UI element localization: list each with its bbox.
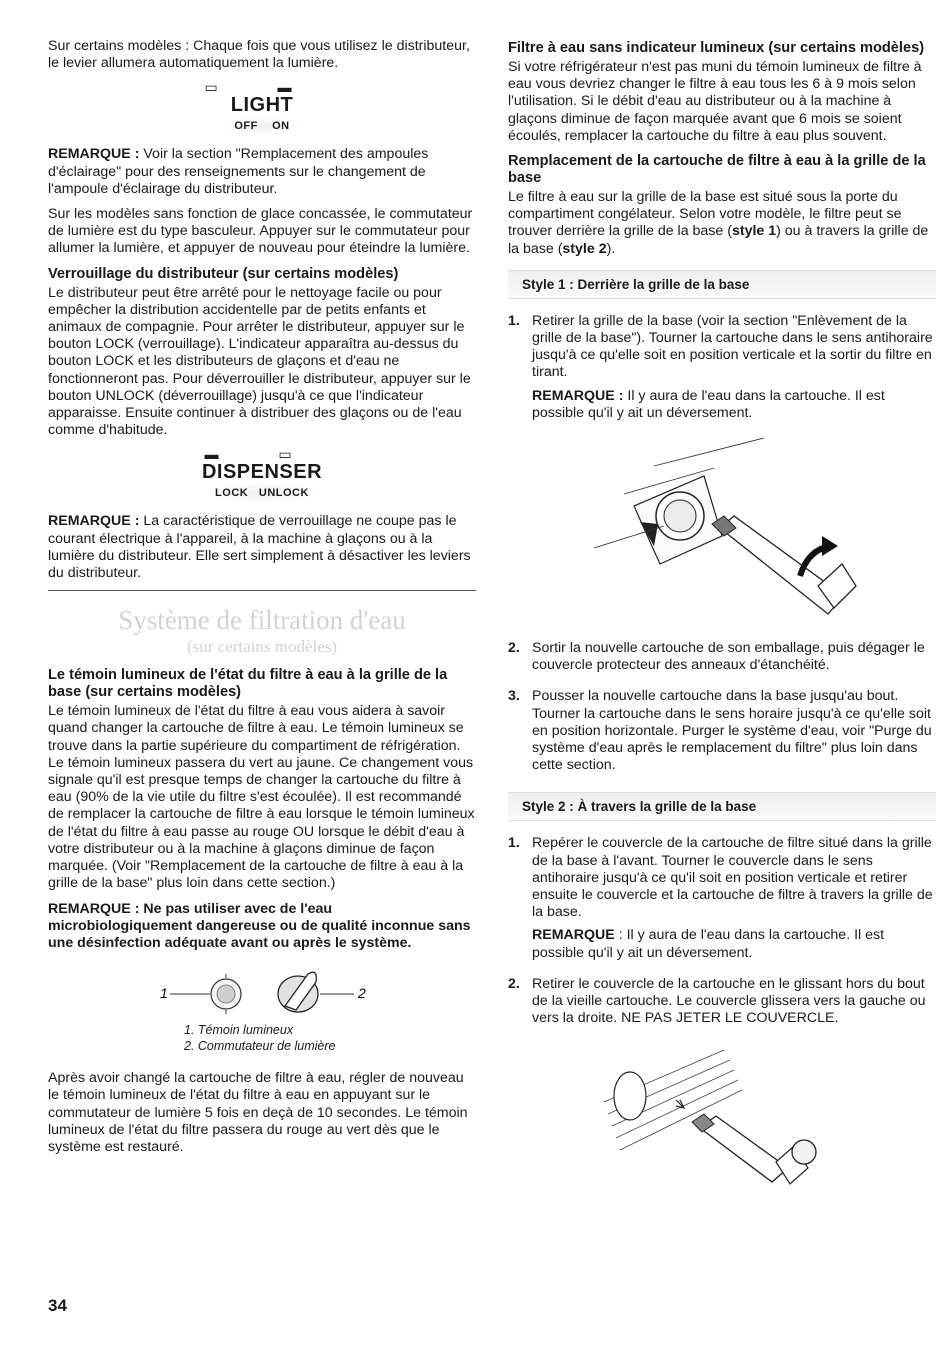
- lock-heading: Verrouillage du distributeur (sur certains modèles): [48, 265, 399, 282]
- style1-title: Style 1 : Derrière la grille de la base: [508, 270, 936, 299]
- note-1: REMARQUE : Voir la section "Remplacement des ampoules d'éclairage" pour des renseignements sur le changement de l'ampoule d'éclairage du distributeur.: [48, 146, 429, 197]
- style1-note: REMARQUE : Il y aura de l'eau dans la cartouche. Il est possible qu'il y ait un déversement.: [532, 387, 885, 421]
- light-switch: [222, 116, 301, 136]
- no-indicator-heading: Filtre à eau sans indicateur lumineux (sur certains modèles): [508, 40, 925, 56]
- replace-heading: Remplacement de la cartouche de filtre à eau à la grille de la base: [508, 153, 926, 187]
- style2-illustration: [594, 1042, 936, 1192]
- style1-step-3: 3. Pousser la nouvelle cartouche dans la base jusqu'au bout. Tourner la cartouche dans le sens horaire jusqu'à ce qu'elle soit en position horizontale. Purger le système d'eau, voir "Purge du système d'eau après le remplacement du filtre" plus loin dans cette section.: [508, 688, 932, 774]
- style1-illustration: [594, 436, 936, 632]
- style2-step-2: 2. Retirer le couvercle de la cartouche en le glissant hors du bout de la vieille cartouche. Le couvercle glissera vers la gauche ou vers la droite. NE PAS JETER LE COUVERCLE.: [508, 975, 926, 1027]
- rocker-switch-text: Sur les modèles sans fonction de glace concassée, le commutateur de lumière est du type basculeur. Appuyer sur le commutateur pour allumer la lumière, et appuyer de nouveau pour éteindre la lumière.: [48, 206, 473, 257]
- intro-text: Sur certains modèles : Chaque fois que vous utilisez le distributeur, le levier allumera automatiquement la lumière.: [48, 38, 470, 72]
- filter-cartridge-icon: [692, 1114, 788, 1182]
- right-column: [508, 38, 936, 1192]
- legend-item-2: 2. Commutateur de lumière: [184, 1039, 336, 1054]
- dispenser-title: DISPENSER: [201, 461, 323, 484]
- fig-label-2: 2: [358, 985, 366, 1002]
- indicator-heading: Le témoin lumineux de l'état du filtre à eau à la grille de la base (sur certains modèles): [48, 667, 448, 701]
- style1-step-2: 2. Sortir la nouvelle cartouche de son emballage, puis dégager le couvercle protecteur des anneaux d'étanchéité.: [508, 640, 925, 674]
- style2-title: Style 2 : À travers la grille de la base: [508, 792, 936, 821]
- light-on-label: ON: [272, 120, 290, 133]
- no-indicator-text: Si votre réfrigérateur n'est pas muni du témoin lumineux de filtre à eau vous devriez changer le filtre à eau tous les 6 à 9 mois selon l'utilisation. Si le débit d'eau au distributeur ou à la machine à glaçons diminue de façon marquée avant que 6 mois se soient écoulés, remplacer la cartouche du filtre à eau plus souvent.: [508, 59, 922, 144]
- fig-label-1: 1: [160, 985, 168, 1002]
- replace-text: Le filtre à eau sur la grille de la base est situé sous la porte du compartiment congélateur. Selon votre modèle, le filtre peut se trouver derrière la grille de la base (style 1) ou à travers la grille de la base (style 2).: [508, 189, 929, 257]
- legend-item-1: 1. Témoin lumineux: [184, 1023, 294, 1038]
- light-switch-icon: [278, 972, 318, 1012]
- light-off-label: OFF: [234, 120, 258, 133]
- section-title: Système de filtration d'eau: [118, 605, 406, 636]
- divider: [48, 590, 476, 591]
- light-panel: ▭ ▬ LIGHT OFF ON: [48, 80, 476, 136]
- lock-label: LOCK: [215, 487, 249, 500]
- filter-cover-icon: [776, 1140, 816, 1184]
- lock-text: Le distributeur peut être arrêté pour le nettoyage facile ou pour empêcher la distribution accidentelle par de petits enfants et animaux de compagnie. Pour arrêter le distributeur, appuyer sur le bouton LOCK (verrouillage). L'indicateur apparaîtra au-dessus du bouton LOCK et les distributeurs de glaçons et d'eau ne fonctionneront pas. Pour déverrouiller le distributeur, appuyer sur le bouton UNLOCK (déverrouillage) jusqu'à ce que l'indicateur apparaisse. Ensuite continuer à distribuer des glaçons ou de l'eau comme d'habitude.: [48, 284, 471, 439]
- page-number: 34: [48, 1296, 67, 1315]
- dispenser-panel: ▬ ▭ DISPENSER LOCK UNLOCK: [48, 447, 476, 503]
- section-subtitle: (sur certains modèles): [186, 637, 338, 657]
- left-column: [48, 38, 476, 1164]
- light-title: LIGHT: [230, 94, 294, 117]
- style2-note: REMARQUE : Il y aura de l'eau dans la cartouche. Il est possible qu'il y ait un déversement.: [532, 927, 885, 961]
- note-2: REMARQUE : La caractéristique de verrouillage ne coupe pas le courant électrique à l'appareil, à la machine à glaçons ou à la lumière du distributeur. Elle sert simplement à désactiver les leviers du distributeur.: [48, 513, 471, 582]
- indicator-switch-illustration: [158, 960, 378, 1022]
- indicator-figure: [158, 960, 476, 1022]
- style2-step-1: 1. Repérer le couvercle de la cartouche de filtre situé dans la grille de la base à l'avant. Tourner le couvercle dans le sens antihoraire jusqu'à ce qu'il soit en position verticale et retirer ensuite le couvercle et la cartouche de filtre à travers la grille de la base. REMARQUE : Il y aura de l'eau dans la cartouche. Il est possible qu'il y ait un déversement.: [508, 835, 936, 967]
- filter-cartridge-icon: [712, 516, 856, 614]
- grille-opening: [614, 1072, 646, 1120]
- reset-text: Après avoir changé la cartouche de filtre à eau, régler de nouveau le témoin lumineux de l'état du filtre à eau en appuyant sur le commutateur de lumière 5 fois en deçà de 10 secondes. Le témoin lumineux de l'état du filtre passera du rouge au vert dès que le système est restauré.: [48, 1070, 468, 1155]
- warning-text: REMARQUE : Ne pas utiliser avec de l'eau microbiologiquement dangereuse ou de qualité inconnue sans une désinfection adéquate avant ou après le système.: [48, 900, 471, 951]
- indicator-text: Le témoin lumineux de l'état du filtre à eau vous aidera à savoir quand changer la cartouche de filtre à eau. Le témoin lumineux se trouve dans la partie supérieure du compartiment de réfrigération. Le témoin lumineux passera du vert au jaune. Ce changement vous signale qu'il est presque temps de changer la cartouche du filtre à eau (90% de la vie utile du filtre s'est écoulée). Il est recommandé de remplacer la cartouche de filtre à eau lorsque le témoin lumineux de l'état du filtre à eau passe au rouge OU lorsque le débit d'eau à votre distributeur ou à la machine à glaçons diminue de façon marquée. (Voir "Remplacement de la cartouche de filtre à eau à la grille de la base" plus loin dans cette section.): [48, 703, 475, 892]
- dispenser-switch: [203, 483, 321, 503]
- unlock-label: UNLOCK: [258, 487, 309, 500]
- style1-step-1: 1. Retirer la grille de la base (voir la section "Enlèvement de la grille de la base"). Tourner la cartouche dans le sens antihoraire jusqu'à ce qu'elle soit en position verticale et la sortir du filtre en tirant. REMARQUE : Il y aura de l'eau dans la cartouche. Il est possible qu'il y ait un déversement.: [508, 313, 936, 428]
- figure-legend: [184, 1022, 476, 1054]
